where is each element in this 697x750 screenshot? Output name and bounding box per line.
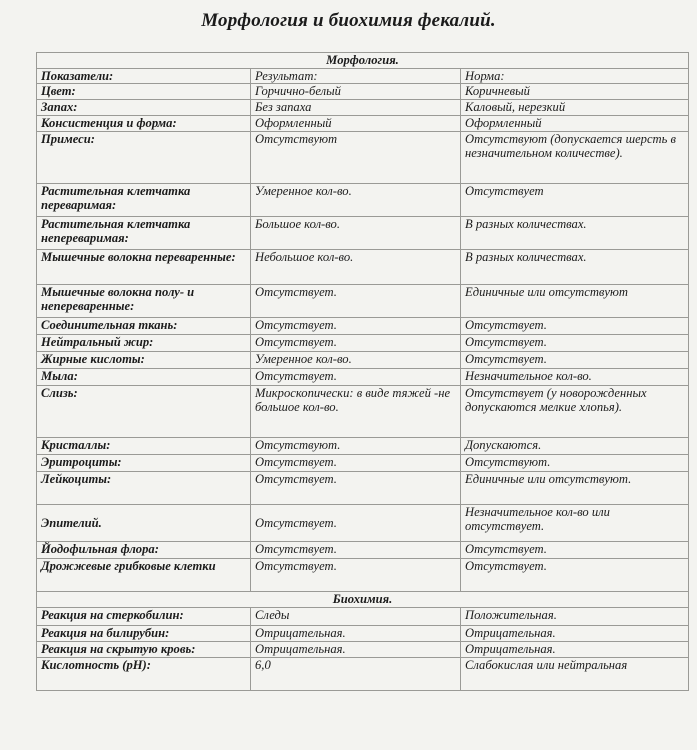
row-label: Мыла: <box>37 369 251 386</box>
table-row <box>37 438 689 455</box>
table-row <box>37 608 689 626</box>
row-norm: Незначительное кол-во или отсутствует. <box>461 505 689 542</box>
table-row <box>37 505 689 542</box>
row-label: Растительная клетчатка переваримая: <box>37 184 251 217</box>
row-label: Запах: <box>37 100 251 116</box>
row-label: Реакция на стеркобилин: <box>37 608 251 626</box>
row-norm: Отсутствует. <box>461 318 689 335</box>
row-norm: Оформленный <box>461 116 689 132</box>
section-row-biochemistry <box>37 592 689 608</box>
table-row <box>37 116 689 132</box>
row-label: Нейтральный жир: <box>37 335 251 352</box>
section-row-morphology <box>37 53 689 69</box>
page-title: Морфология и биохимия фекалий. <box>201 10 496 31</box>
table-row <box>37 100 689 116</box>
row-norm: Слабокислая или нейтральная <box>461 658 689 691</box>
table-row <box>37 335 689 352</box>
table-row <box>37 642 689 658</box>
table-row <box>37 658 689 691</box>
table-row <box>37 250 689 285</box>
row-norm: Отсутствует. <box>461 352 689 369</box>
row-norm: Единичные или отсутствуют. <box>461 472 689 505</box>
row-norm: Отсутствует. <box>461 559 689 592</box>
row-result: Отсутствует. <box>251 559 461 592</box>
row-norm: В разных количествах. <box>461 217 689 250</box>
row-norm: Отсутствует. <box>461 542 689 559</box>
table-row <box>37 386 689 438</box>
table-row <box>37 472 689 505</box>
table-row <box>37 626 689 642</box>
row-norm: Отсутствует. <box>461 335 689 352</box>
table-row <box>37 132 689 184</box>
row-norm: Единичные или отсутствуют <box>461 285 689 318</box>
row-label: Соединительная ткань: <box>37 318 251 335</box>
row-result: Отрицательная. <box>251 642 461 658</box>
row-norm: Незначительное кол-во. <box>461 369 689 386</box>
row-result: Отсутствует. <box>251 335 461 352</box>
row-result: Отсутствуют. <box>251 438 461 455</box>
row-label: Реакция на билирубин: <box>37 626 251 642</box>
header-indicator: Показатели: <box>37 69 251 84</box>
row-norm: В разных количествах. <box>461 250 689 285</box>
header-row <box>37 69 689 84</box>
row-label: Растительная клетчатка непереваримая: <box>37 217 251 250</box>
table-row <box>37 352 689 369</box>
table-row <box>37 84 689 100</box>
row-result: Без запаха <box>251 100 461 116</box>
row-result: Умеренное кол-во. <box>251 184 461 217</box>
table-row <box>37 285 689 318</box>
row-result: Отсутствует. <box>251 472 461 505</box>
row-result: Отсутствует. <box>251 285 461 318</box>
row-result: Отсутствует. <box>251 542 461 559</box>
row-norm: Коричневый <box>461 84 689 100</box>
row-label: Примеси: <box>37 132 251 184</box>
row-label: Кислотность (pH): <box>37 658 251 691</box>
row-result: Небольшое кол-во. <box>251 250 461 285</box>
row-result: Горчично-белый <box>251 84 461 100</box>
section-title-morphology: Морфология. <box>37 53 689 69</box>
section-title-biochemistry: Биохимия. <box>37 592 689 608</box>
row-result: Отрицательная. <box>251 626 461 642</box>
row-result: Отсутствует. <box>251 369 461 386</box>
row-label: Лейкоциты: <box>37 472 251 505</box>
row-norm: Отрицательная. <box>461 626 689 642</box>
row-norm: Отсутствует (у новорожденных допускаются мелкие хлопья). <box>461 386 689 438</box>
row-label: Кристаллы: <box>37 438 251 455</box>
header-norm: Норма: <box>461 69 689 84</box>
row-label: Реакция на скрытую кровь: <box>37 642 251 658</box>
table-row <box>37 217 689 250</box>
row-label: Мышечные волокна полу- и непереваренные: <box>37 285 251 318</box>
table-row <box>37 318 689 335</box>
table-row <box>37 455 689 472</box>
row-label: Эритроциты: <box>37 455 251 472</box>
row-result: Микроскопически: в виде тяжей -не большое кол-во. <box>251 386 461 438</box>
row-result: Отсутствуют <box>251 132 461 184</box>
row-norm: Отсутствует <box>461 184 689 217</box>
row-norm: Положительная. <box>461 608 689 626</box>
row-label: Жирные кислоты: <box>37 352 251 369</box>
row-label: Слизь: <box>37 386 251 438</box>
header-result: Результат: <box>251 69 461 84</box>
row-result: 6,0 <box>251 658 461 691</box>
table-row <box>37 184 689 217</box>
row-result: Умеренное кол-во. <box>251 352 461 369</box>
row-result: Оформленный <box>251 116 461 132</box>
row-result: Отсутствует. <box>251 505 461 542</box>
table-row <box>37 542 689 559</box>
row-label: Эпителий. <box>37 505 251 542</box>
table-row <box>37 369 689 386</box>
row-norm: Отсутствуют. <box>461 455 689 472</box>
row-norm: Отрицательная. <box>461 642 689 658</box>
row-norm: Отсутствуют (допускается шерсть в незначительном количестве). <box>461 132 689 184</box>
row-label: Дрожжевые грибковые клетки <box>37 559 251 592</box>
row-result: Большое кол-во. <box>251 217 461 250</box>
row-label: Консистенция и форма: <box>37 116 251 132</box>
table-row <box>37 559 689 592</box>
row-result: Следы <box>251 608 461 626</box>
row-label: Йодофильная флора: <box>37 542 251 559</box>
row-norm: Каловый, нерезкий <box>461 100 689 116</box>
row-label: Цвет: <box>37 84 251 100</box>
row-norm: Допускаются. <box>461 438 689 455</box>
row-label: Мышечные волокна переваренные: <box>37 250 251 285</box>
row-result: Отсутствует. <box>251 318 461 335</box>
row-result: Отсутствует. <box>251 455 461 472</box>
results-table <box>36 52 689 691</box>
